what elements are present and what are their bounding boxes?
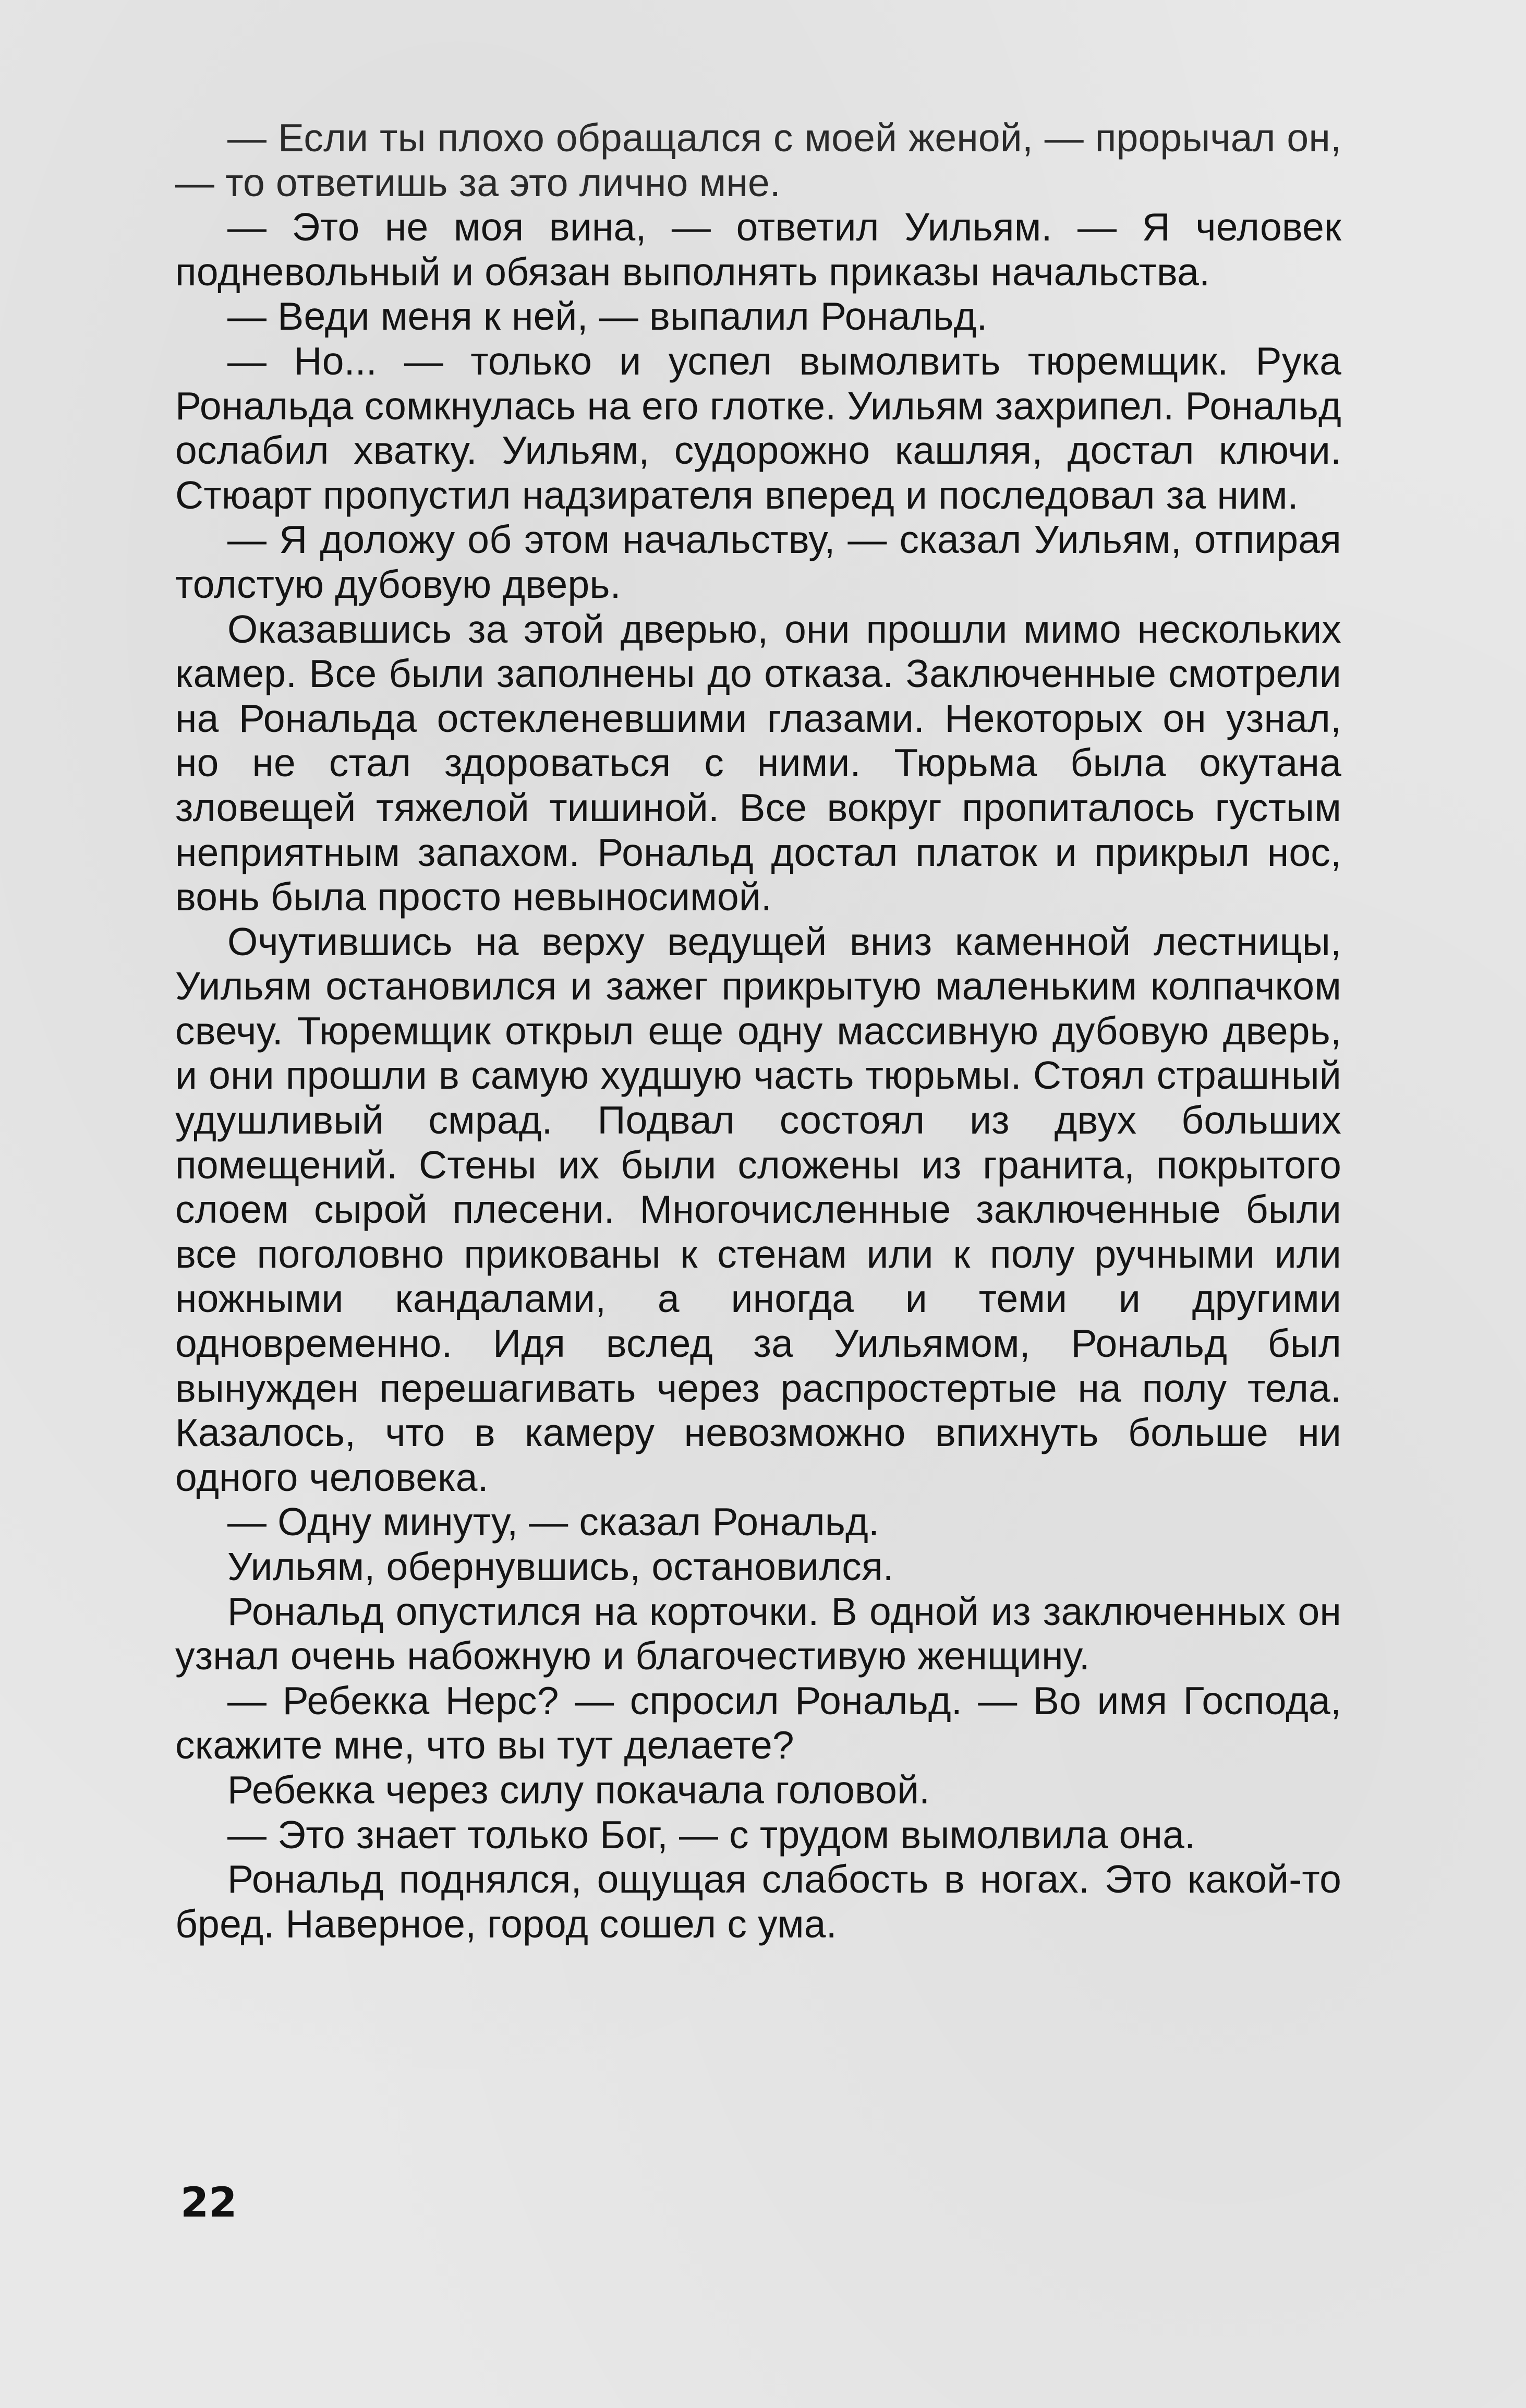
- paragraph: — Но... — только и успел вымолвить тюремщик. Рука Рональда сомкнулась на его глотке. Уильям захрипел. Рональд ослабил хватку. Уильям, судорожно кашляя, достал ключи. Стюарт пропустил надзирателя вперед и последовал за ним.: [175, 339, 1341, 517]
- page-number: 22: [180, 2180, 237, 2226]
- paragraph: Рональд поднялся, ощущая слабость в ногах. Это какой-то бред. Наверное, город сошел с ума.: [175, 1857, 1341, 1946]
- paragraph: Ребекка через силу покачала головой.: [227, 1767, 930, 1812]
- paragraph: — Я доложу об этом начальству, — сказал Уильям, отпирая толстую дубовую дверь.: [175, 517, 1341, 606]
- paragraph: — Одну минуту, — сказал Рональд.: [227, 1500, 880, 1544]
- body-text: [175, 116, 1341, 1946]
- paragraph: — Ребекка Нерс? — спросил Рональд. — Во имя Господа, скажите мне, что вы тут делаете?: [175, 1678, 1341, 1767]
- paragraph: Оказавшись за этой дверью, они прошли мимо нескольких камер. Все были заполнены до отказа. Заключенные смотрели на Рональда остекленевшими глазами. Некоторых он узнал, но не стал здороваться с ними. Тюрьма была окутана зловещей тяжелой тишиной. Все вокруг пропиталось густым неприятным запахом. Рональд достал платок и прикрыл нос, вонь была просто невыносимой.: [175, 607, 1341, 919]
- paragraph: — Если ты плохо обращался с моей женой, — прорычал он, — то ответишь за это лично мне.: [175, 116, 1341, 204]
- paragraph: — Веди меня к ней, — выпалил Рональд.: [227, 294, 988, 339]
- paragraph: Рональд опустился на корточки. В одной из заключенных он узнал очень набожную и благочестивую женщину.: [175, 1589, 1341, 1678]
- paragraph: Уильям, обернувшись, остановился.: [227, 1545, 894, 1588]
- paragraph: Очутившись на верху ведущей вниз каменной лестницы, Уильям остановился и зажег прикрытую маленьким колпачком свечу. Тюремщик открыл еще одну массивную дубовую дверь, и они прошли в самую худшую часть тюрьмы. Стоял страшный удушливый смрад. Подвал состоял из двух больших помещений. Стены их были сложены из гранита, покрытого слоем сырой плесени. Многочисленные заключенные были все поголовно прикованы к стенам или к полу ручными или ножными кандалами, а иногда и теми и другими одновременно. Идя вслед за Уильямом, Рональд был вынужден перешагивать через распростертые на полу тела. Казалось, что в камеру невозможно впихнуть больше ни одного человека.: [175, 919, 1341, 1499]
- paragraph: — Это не моя вина, — ответил Уильям. — Я человек подневольный и обязан выполнять приказы начальства.: [175, 205, 1341, 294]
- paragraph: — Это знает только Бог, — с трудом вымолвила она.: [227, 1812, 1196, 1857]
